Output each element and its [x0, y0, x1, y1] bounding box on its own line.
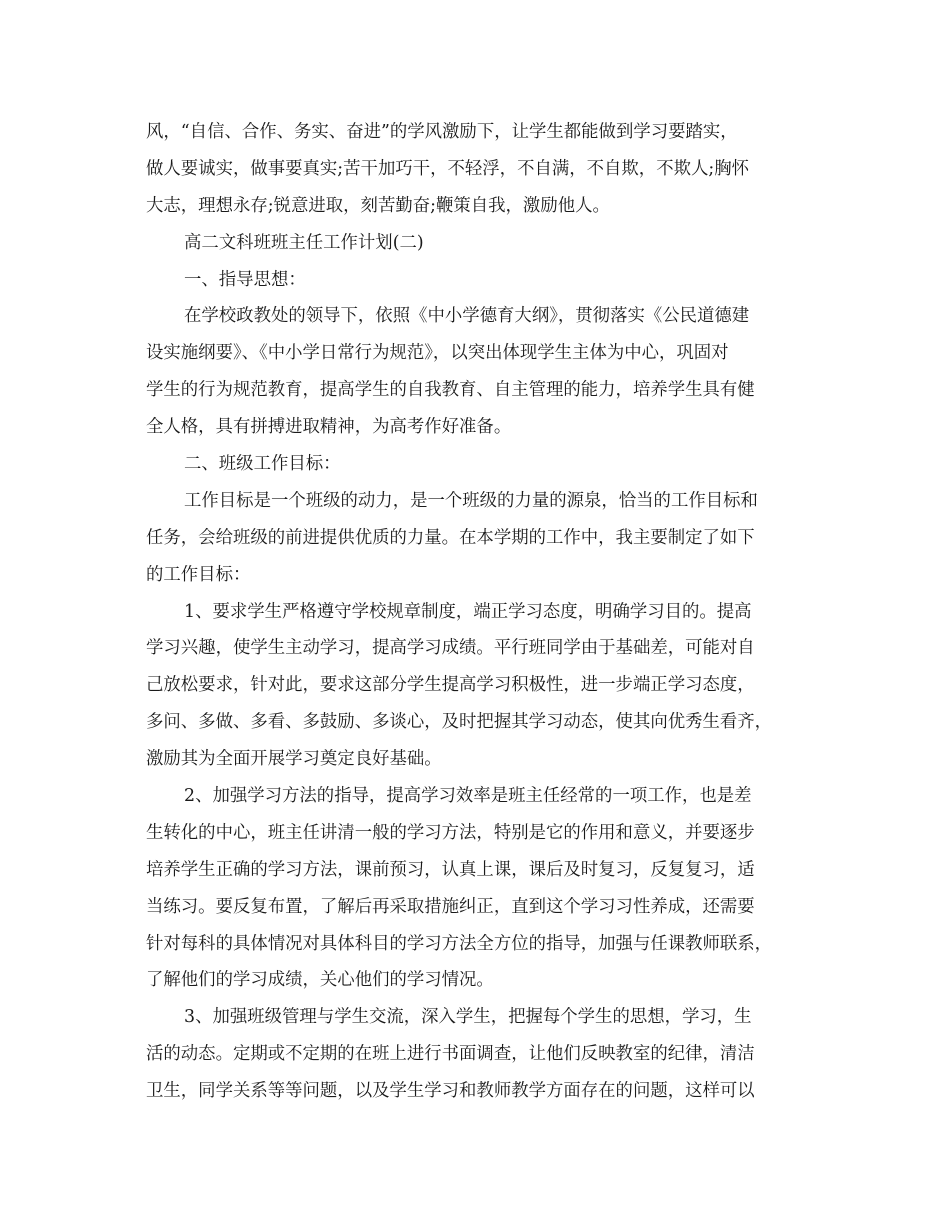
- text-line: 活的动态。定期或不定期的在班上进行书面调查，让他们反映教室的纪律，清洁: [146, 1044, 755, 1065]
- section-title: 高二文科班班主任工作计划(二): [184, 232, 424, 253]
- text-line: 设实施纲要》、《中小学日常行为规范》，以突出体现学生主体为中心，巩固对: [146, 343, 729, 364]
- text-line: 任务，会给班级的前进提供优质的力量。在本学期的工作中，我主要制定了如下: [146, 527, 755, 548]
- section-heading: 一、指导思想：: [184, 269, 306, 290]
- text-line: 在学校政教处的领导下，依照《中小学德育大纲》，贯彻落实《公民道德建: [184, 306, 750, 327]
- text-line: 当练习。要反复布置，了解后再采取措施纠正，直到这个学习习性养成，还需要: [146, 896, 755, 917]
- text-line: 2、加强学习方法的指导，提高学习效率是班主任经常的一项工作，也是差: [184, 786, 752, 807]
- text-line: 了解他们的学习成绩，关心他们的学习情况。: [146, 970, 494, 991]
- section-heading: 二、班级工作目标：: [184, 454, 341, 475]
- text-line: 培养学生正确的学习方法，课前预习，认真上课，课后及时复习，反复复习，适: [146, 859, 755, 880]
- text-line: 做人要诚实，做事要真实;苦干加巧干，不轻浮，不自满，不自欺，不欺人;胸怀: [146, 158, 750, 179]
- text-line: 全人格，具有拼搏进取精神，为高考作好准备。: [146, 417, 512, 438]
- text-line: 的工作目标：: [146, 564, 251, 585]
- text-line: 工作目标是一个班级的动力，是一个班级的力量的源泉，恰当的工作目标和: [184, 490, 758, 511]
- text-line: 多问、多做、多看、多鼓励、多谈心，及时把握其学习动态，使其向优秀生看齐，: [146, 712, 773, 733]
- text-line: 3、加强班级管理与学生交流，深入学生，把握每个学生的思想，学习，生: [184, 1007, 752, 1028]
- document-body: [146, 114, 811, 1110]
- text-line: 己放松要求，针对此，要求这部分学生提高学习积极性，进一步端正学习态度，: [146, 675, 755, 696]
- text-line: 学习兴趣，使学生主动学习，提高学习成绩。平行班同学由于基础差，可能对自: [146, 638, 755, 659]
- text-line: 卫生，同学关系等等问题，以及学生学习和教师教学方面存在的问题，这样可以: [146, 1081, 755, 1102]
- text-line: 风，“自信、合作、务实、奋进”的学风激励下，让学生都能做到学习要踏实，: [146, 122, 738, 142]
- text-line: 学生的行为规范教育，提高学生的自我教育、自主管理的能力，培养学生具有健: [146, 380, 755, 401]
- text-line: 生转化的中心，班主任讲清一般的学习方法，特别是它的作用和意义，并要逐步: [146, 822, 755, 843]
- text-line: 1、要求学生严格遵守学校规章制度，端正学习态度，明确学习目的。提高: [184, 601, 752, 622]
- text-line: 激励其为全面开展学习奠定良好基础。: [146, 749, 442, 770]
- text-line: 针对每科的具体情况对具体科目的学习方法全方位的指导，加强与任课教师联系，: [146, 933, 773, 954]
- text-line: 大志，理想永存;锐意进取，刻苦勤奋;鞭策自我，激励他人。: [146, 195, 610, 216]
